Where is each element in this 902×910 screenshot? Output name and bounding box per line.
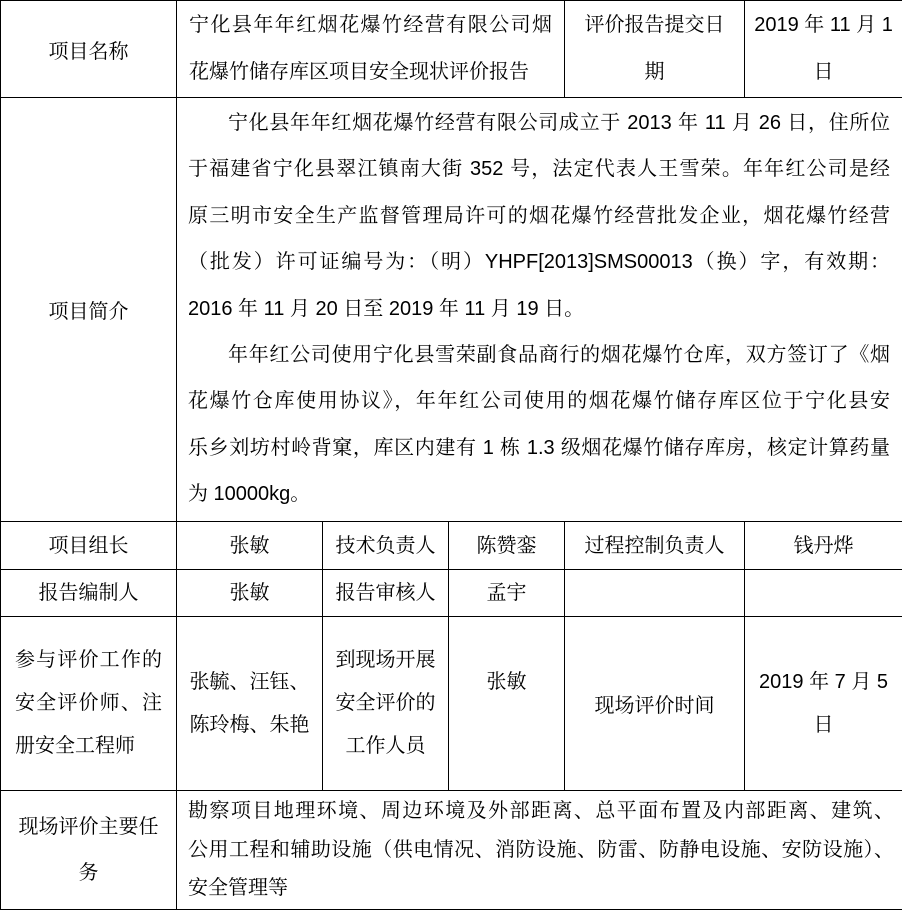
evaluators-line: 张毓、汪钰、 [177,661,322,704]
onsite-staff-value [449,617,565,791]
intro-paragraph [188,332,890,518]
label-participants-line: 参与评价工作的 [15,639,162,682]
label-main-tasks-line: 现场评价主要任 [1,804,176,850]
label-onsite-time: 现场评价时间 [565,617,745,791]
report-author-value: 张敏 [177,570,323,617]
intro-line: 年年红公司使用宁化县雪荣副食品商行的烟花爆竹仓库，双方签订了《烟 [188,332,890,378]
main-tasks-text [177,791,902,910]
submit-date-line: 2019 年 11 月 1 [745,2,902,49]
submit-date-value [745,1,902,98]
evaluators-value [177,617,323,791]
empty-cell [745,570,902,617]
onsite-time-value [745,617,902,791]
report-reviewer-value: 孟宇 [449,570,565,617]
intro-line: 原三明市安全生产监督管理局许可的烟花爆竹经营批发企业，烟花爆竹经营 [188,193,890,239]
label-project-intro: 项目简介 [1,98,177,522]
label-onsite-staff [323,617,449,791]
project-title-line: 花爆竹储存库区项目安全现状评价报告 [189,49,552,96]
intro-line: （批发）许可证编号为：（明）YHPF[2013]SMS00013（换）字，有效期： [188,239,890,285]
label-report-reviewer: 报告审核人 [323,570,449,617]
project-intro-text [177,98,902,522]
intro-line: 宁化县年年红烟花爆竹经营有限公司成立于 2013 年 11 月 26 日，住所位 [188,100,890,146]
intro-line: 花爆竹仓库使用协议》，年年红公司使用的烟花爆竹储存库区位于宁化县安 [188,378,890,424]
label-participants [1,617,177,791]
onsite-time-line: 日 [745,704,902,747]
label-project-leader: 项目组长 [1,522,177,570]
evaluators-line: 陈玲梅、朱艳 [177,704,322,747]
row-project-name [1,1,902,98]
label-process-control-lead: 过程控制负责人 [565,522,745,570]
process-control-lead-value: 钱丹烨 [745,522,902,570]
label-project-name: 项目名称 [1,1,177,98]
label-participants-line: 安全评价师、注 [15,682,162,725]
row-project-intro [1,98,902,522]
main-tasks-line: 公用工程和辅助设施（供电情况、消防设施、防雷、防静电设施、安防设施）、 [188,831,894,870]
intro-line: 乐乡刘坊村岭背窠，库区内建有 1 栋 1.3 级烟花爆竹储存库房，核定计算药量 [188,425,890,471]
main-tasks-line: 勘察项目地理环境、周边环境及外部距离、总平面布置及内部距离、建筑、 [188,792,894,831]
label-participants-line: 册安全工程师 [15,725,162,768]
onsite-time-line: 2019 年 7 月 5 [745,661,902,704]
project-leader-value: 张敏 [177,522,323,570]
label-submit-date-line: 评价报告提交日 [565,2,744,49]
label-submit-date [565,1,745,98]
onsite-staff-line: 张敏 [449,661,564,704]
row-leader [1,522,902,570]
project-title-cell [177,1,565,98]
intro-line: 2016 年 11 月 20 日至 2019 年 11 月 19 日。 [188,286,890,332]
label-main-tasks-line: 务 [1,850,176,896]
label-report-author: 报告编制人 [1,570,177,617]
row-main-tasks [1,791,902,910]
label-tech-lead: 技术负责人 [323,522,449,570]
submit-date-line: 日 [745,49,902,96]
label-onsite-staff-line: 到现场开展 [323,639,448,682]
intro-paragraph [188,100,890,332]
tech-lead-value: 陈赞銮 [449,522,565,570]
main-tasks-line: 安全管理等 [188,869,894,908]
project-title-line: 宁化县年年红烟花爆竹经营有限公司烟 [189,2,552,49]
empty-cell [565,570,745,617]
label-submit-date-line: 期 [565,49,744,96]
row-author [1,570,902,617]
row-participants [1,617,902,791]
label-onsite-staff-line: 安全评价的 [323,682,448,725]
intro-line: 于福建省宁化县翠江镇南大街 352 号，法定代表人王雪荣。年年红公司是经 [188,146,890,192]
intro-line: 为 10000kg。 [188,471,890,517]
label-main-tasks [1,791,177,910]
label-onsite-staff-line: 工作人员 [323,725,448,768]
